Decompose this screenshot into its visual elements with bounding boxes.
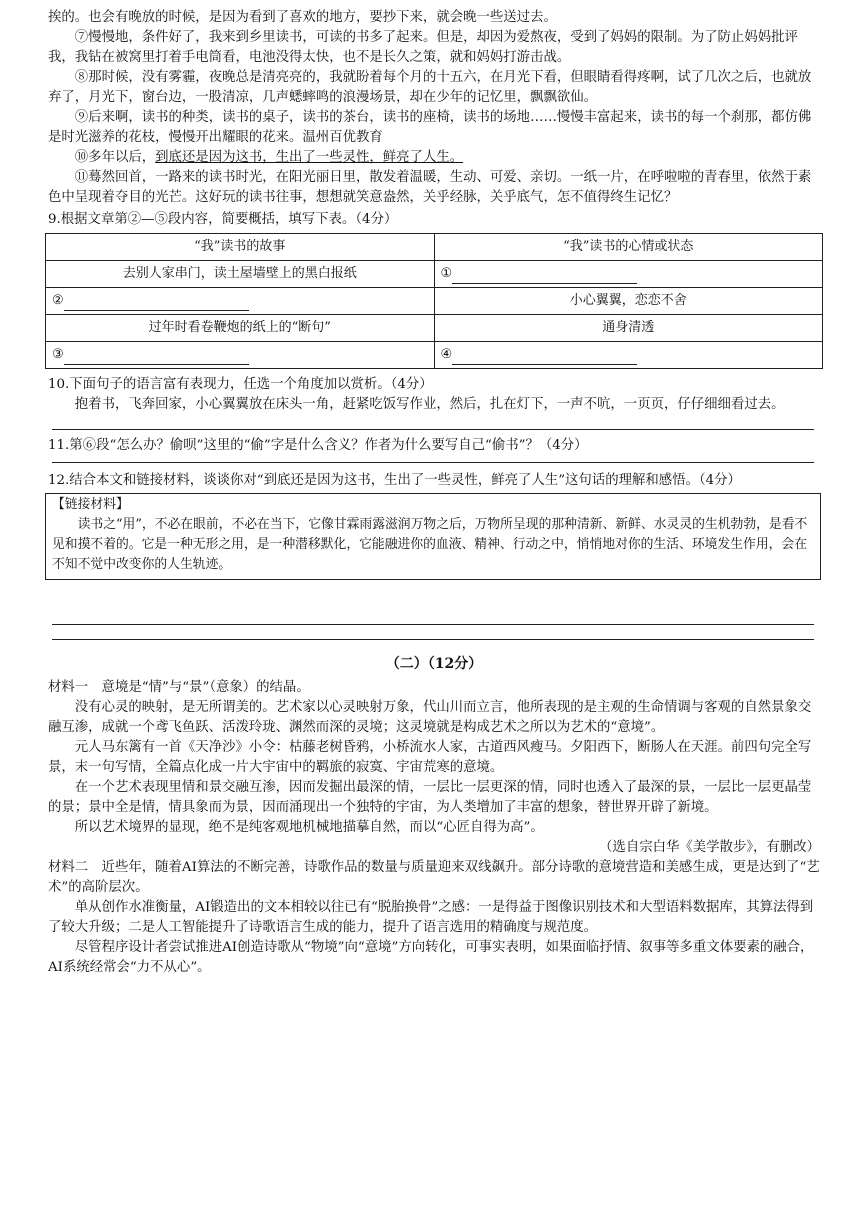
paragraph-11: ⑪蓦然回首，一路来的读书时光，在阳光丽日里，散发着温暖，生动、可爱、亲切。一纸一片，在呼啦啦的青春里，依然于素色中呈现着夺目的光芒。这好玩的读书往事，想想就笑意盎然，关乎经脉，关乎底气，怎不值得终生记忆？ (48, 170, 812, 205)
question-9: 9.根据文章第②—⑤段内容，简要概括，填写下表。（4分） (48, 212, 398, 227)
material-2-heading: 材料二 近些年，随着AI算法的不断完善，诗歌作品的数量与质量迎来双线飙升。部分诗歌的意境营造和美感生成，更是达到了“艺术”的高阶层次。 (48, 860, 820, 895)
exam-page (48, 8, 820, 978)
table-cell-story-1: 去别人家串门，读土屋墙壁上的黑白报纸 (46, 261, 435, 288)
material-1-paragraph-4: 所以艺术境界的显现，绝不是纯客观地机械地描摹自然，而以“心匠自得为高”。 (74, 820, 544, 835)
question-10: 10.下面句子的语言富有表现力，任选一个角度加以赏析。（4分） (48, 377, 433, 392)
material-1-paragraph-1: 没有心灵的映射，是无所谓美的。艺术家以心灵映射万象，代山川而立言，他所表现的是主观的生命情调与客观的自然景象交融互渗，成就一个鸢飞鱼跃、活泼玲珑、渊然而深的灵境；这灵境就是构成艺术之所以为艺术的“意境”。 (48, 700, 812, 735)
answer-blank-2[interactable] (64, 297, 249, 311)
question-9-table (45, 233, 823, 369)
table-cell-story-4[interactable]: ③ (46, 342, 435, 369)
paragraph-10-underlined: 到底还是因为这书，生出了一些灵性，鲜亮了人生。 (155, 150, 464, 165)
table-header-mood: “我”读书的心情或状态 (434, 234, 823, 261)
table-cell-mood-2: 小心翼翼，恋恋不舍 (434, 288, 823, 315)
link-material-title: 【链接材料】 (52, 497, 129, 512)
material-1-heading: 材料一 意境是“情”与“景”（意象）的结晶。 (48, 680, 310, 695)
link-material-box (45, 493, 821, 580)
question-12: 12.结合本文和链接材料，谈谈你对“到底还是因为这书，生出了一些灵性，鲜亮了人生”这句话的理解和感悟。（4分） (48, 473, 741, 488)
paragraph-10-prefix: ⑩多年以后， (74, 150, 156, 165)
material-2-paragraph-1: 单从创作水准衡量，AI锻造出的文本相较以往已有“脱胎换骨”之感：一是得益于图像识别技术和大型语料数据库，其算法得到了较大升级；二是人工智能提升了诗歌语言生成的能力，提升了语言选用的精确度与规范度。 (48, 900, 814, 935)
paragraph-8: ⑧那时候，没有雾霾，夜晚总是清亮亮的，我就盼着每个月的十五六，在月光下看，但眼睛看得疼啊，试了几次之后，也就放弃了，月光下，窗台边，一股清凉，几声蟋蟀鸣的浪漫场景，却在少年的记忆里，飘飘欲仙。 (48, 70, 812, 105)
answer-line-12b[interactable] (52, 625, 814, 640)
paragraph-10 (48, 148, 820, 168)
table-cell-story-2[interactable]: ② (46, 288, 435, 315)
link-material-text: 读书之“用”，不必在眼前，不必在当下，它像甘霖雨露滋润万物之后，万物所呈现的那种清新、新鲜、水灵灵的生机勃勃，是看不见和摸不着的。它是一种无形之用，是一种潜移默化，它能融进你的血液、精神、行动之中，悄悄地对你的生活、环境发生作用，会在不知不觉中改变你的人生轨迹。 (52, 517, 808, 572)
paragraph-7: ⑦慢慢地，条件好了，我来到乡里读书，可读的书多了起来。但是，却因为爱熬夜，受到了妈妈的限制。为了防止妈妈批评我，我钻在被窝里打着手电筒看，电池没得太快，也不是长久之策，就和妈妈打游击战。 (48, 30, 798, 65)
table-cell-mood-3: 通身清透 (434, 315, 823, 342)
material-1-paragraph-2: 元人马东篱有一首《天净沙》小令：枯藤老树昏鸦，小桥流水人家，古道西风瘦马。夕阳西下，断肠人在天涯。前四句完全写景，末一句写情，全篇点化成一片大宇宙中的羁旅的寂寞、宇宙荒寒的意境。 (48, 740, 812, 775)
answer-blank-3[interactable] (64, 351, 249, 365)
paragraph-6-end: 挨的。也会有晚放的时候，是因为看到了喜欢的地方，要抄下来，就会晚一些送过去。 (48, 10, 557, 25)
answer-blank-4[interactable] (452, 351, 637, 365)
table-header-story: “我”读书的故事 (46, 234, 435, 261)
answer-line-12a[interactable] (52, 606, 814, 625)
table-cell-story-3: 过年时看卷鞭炮的纸上的“断句” (46, 315, 435, 342)
section-2-title: （二）（12分） (385, 656, 483, 672)
material-2-paragraph-2: 尽管程序设计者尝试推进AI创造诗歌从“物境”向“意境”方向转化，可事实表明，如果面临抒情、叙事等多重文体要素的融合，AI系统经常会“力不从心”。 (48, 940, 814, 975)
table-cell-mood-4[interactable]: ④ (434, 342, 823, 369)
answer-line-10[interactable] (52, 415, 814, 430)
material-1-paragraph-3: 在一个艺术表现里情和景交融互渗，因而发掘出最深的情，一层比一层更深的情，同时也透入了最深的景，一层比一层更晶莹的景；景中全是情，情具象而为景，因而涌现出一个独特的宇宙，为人类增加了丰富的想象，替世界开辟了新境。 (48, 780, 812, 815)
answer-line-11[interactable] (52, 456, 814, 463)
question-11: 11.第⑥段“怎么办？偷呗”这里的“偷”字是什么含义？作者为什么要写自己“偷书”？（4分） (48, 438, 588, 453)
paragraph-9: ⑨后来啊，读书的种类，读书的桌子，读书的茶台，读书的座椅，读书的场地……慢慢丰富起来，读书的每一个刹那，都仿佛是时光滋养的花枝，慢慢开出耀眼的花来。温州百优教育 (48, 110, 812, 145)
answer-blank-1[interactable] (452, 270, 637, 284)
question-10-sentence: 抱着书，飞奔回家，小心翼翼放在床头一角，赶紧吃饭写作业，然后，扎在灯下，一声不吭，一页页，仔仔细细看过去。 (74, 397, 785, 412)
table-cell-mood-1[interactable]: ① (434, 261, 823, 288)
material-1-source: （选自宗白华《美学散步》，有删改） (599, 840, 820, 855)
